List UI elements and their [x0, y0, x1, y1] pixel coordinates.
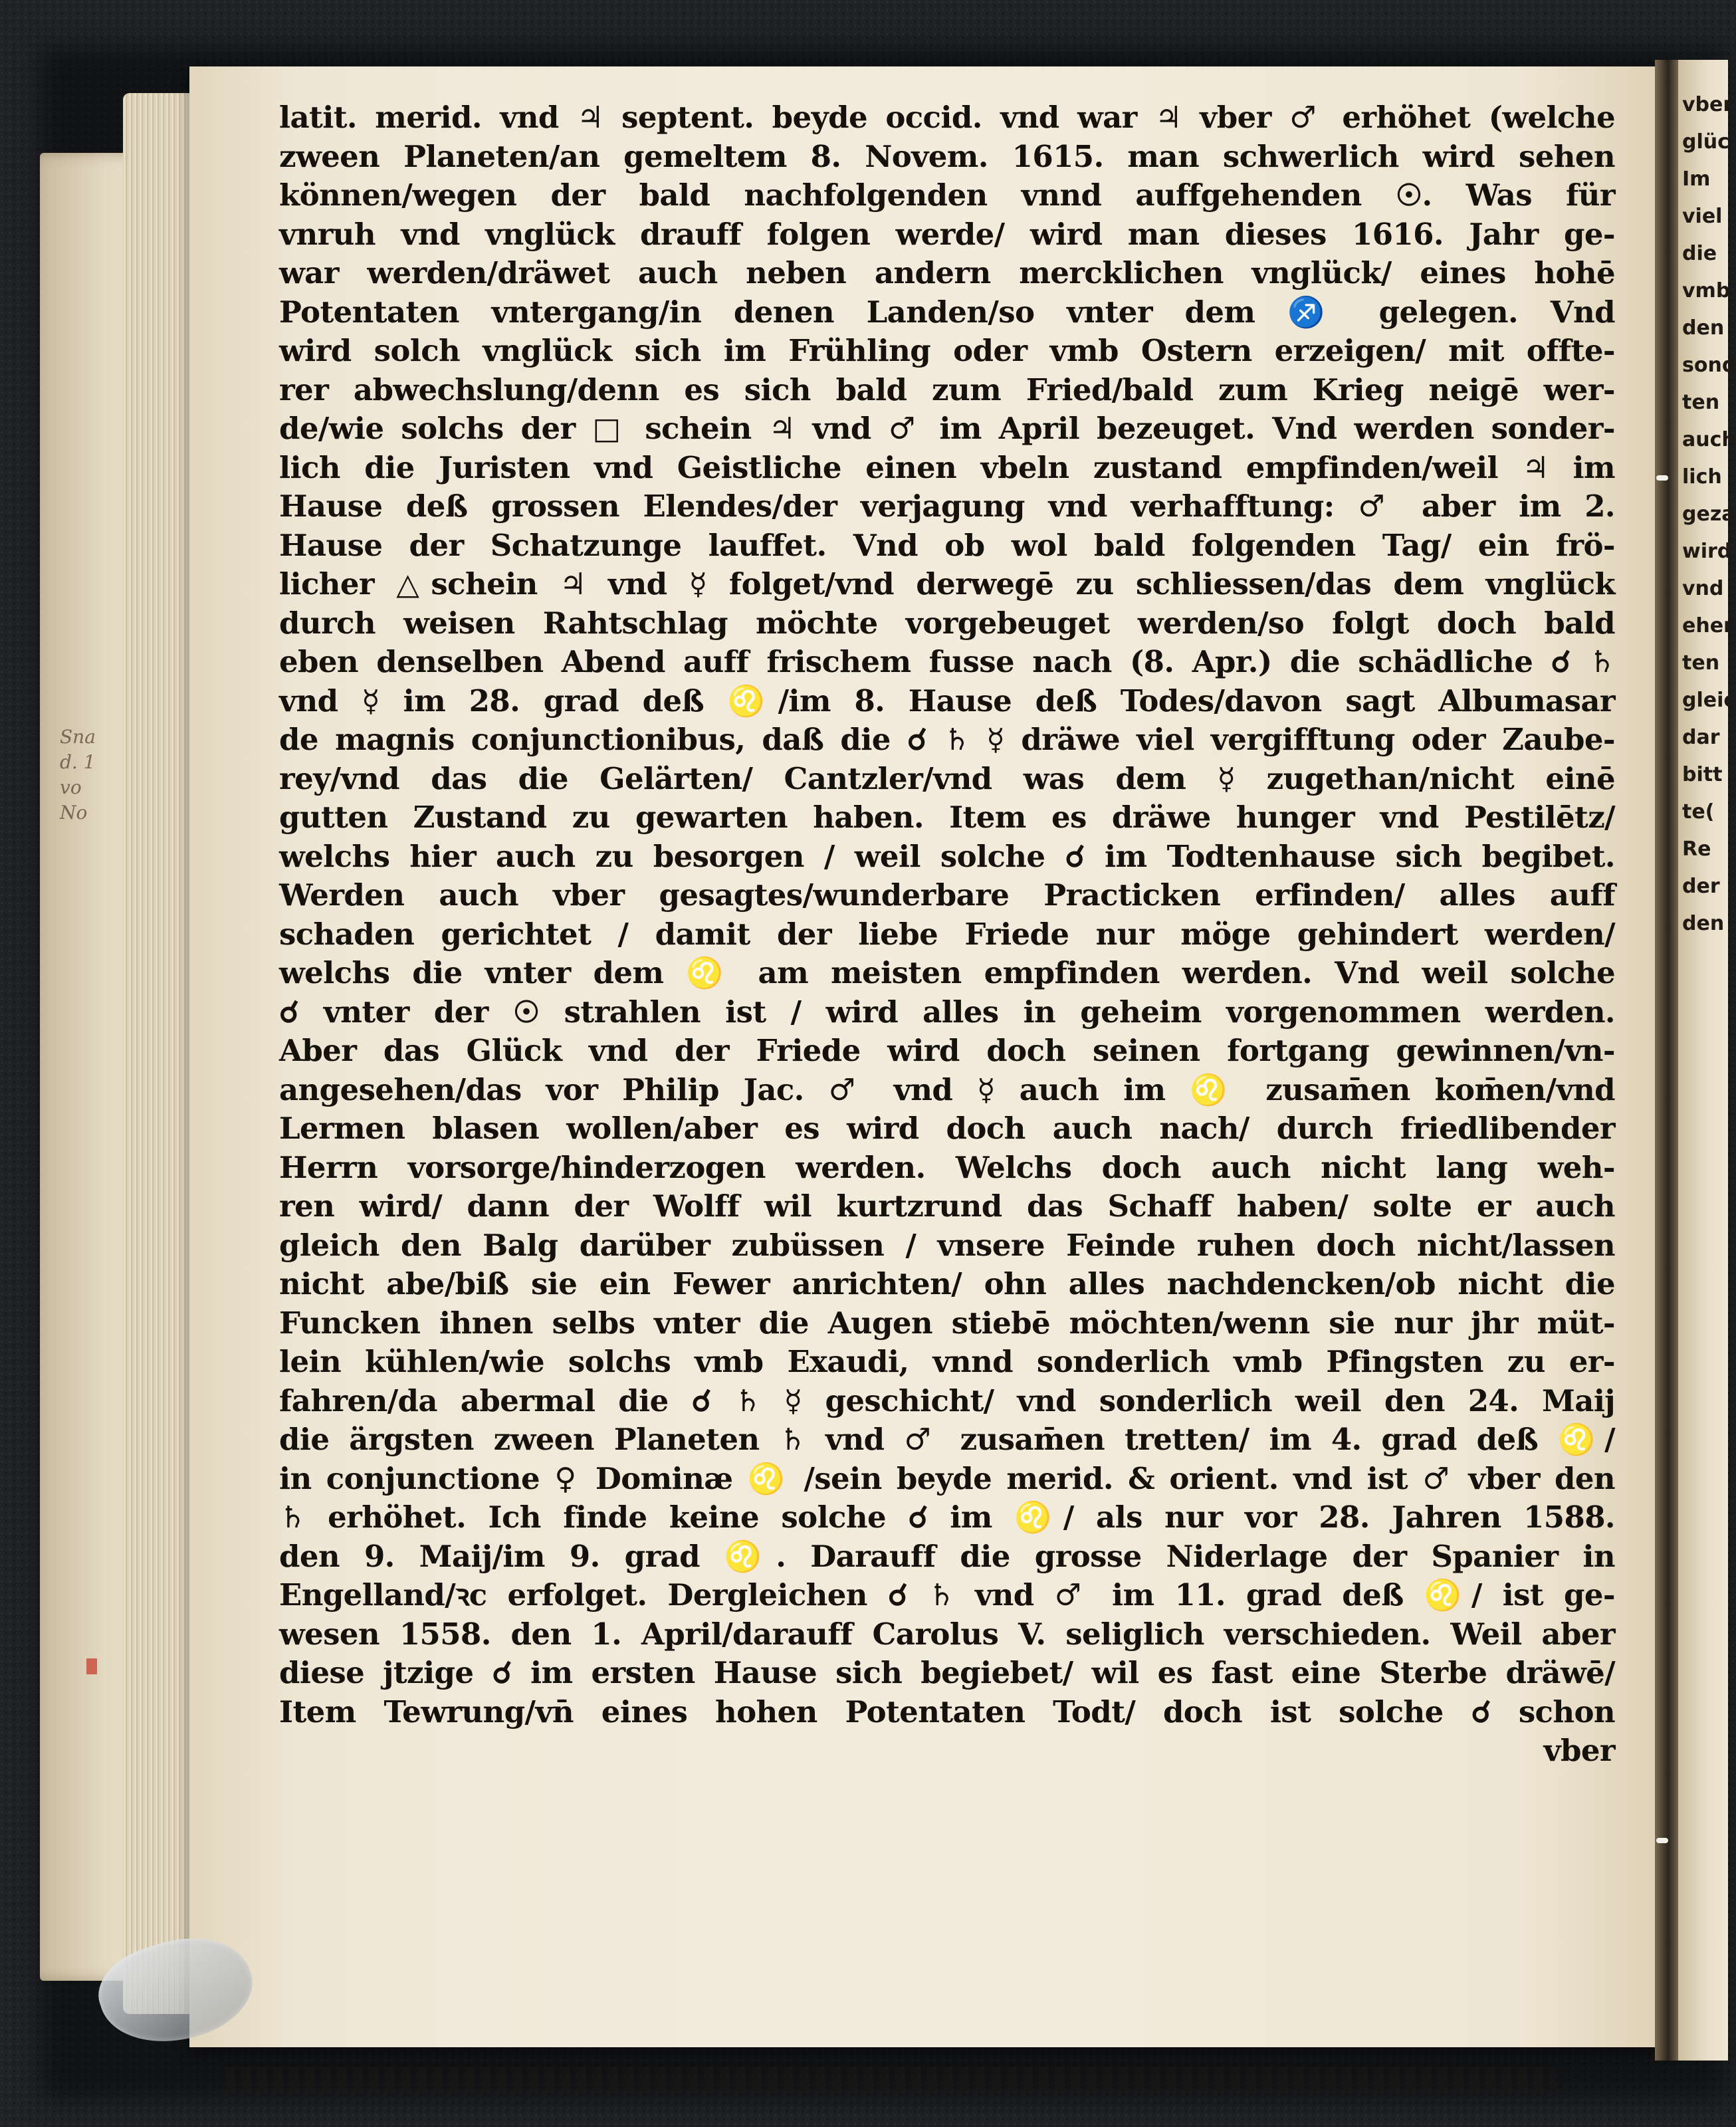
text-line: lein kühlen/wie solchs vmb Exaudi, vnnd sonderlich vmb Pfingsten zu er-: [279, 1344, 1615, 1379]
text-line: fahren/da abermal die ☌ ♄ ☿ geschicht/ vnd sonderlich weil den 24. Maij: [279, 1383, 1615, 1418]
right-page-fragment: Im: [1682, 168, 1711, 191]
catchword: vber: [1543, 1733, 1615, 1768]
text-line: de magnis conjunctionibus, daß die ☌ ♄ ☿ dräwe viel vergifftung oder Zaube-: [279, 722, 1615, 757]
text-line: nicht abe/biß sie ein Fewer anrichten/ ohn alles nachdencken/ob nicht die: [279, 1266, 1615, 1301]
text-line: Hause der Schatzunge lauffet. Vnd ob wol bald folgenden Tag/ ein frö-: [279, 527, 1615, 563]
text-line: angesehen/das vor Philip Jac. ♂ vnd ☿ auch im ♌ zusam̄en kom̄en/vnd: [279, 1071, 1615, 1107]
text-line: wird solch vnglück sich im Frühling oder vmb Ostern erzeigen/ mit offte-: [279, 333, 1615, 368]
text-line: rey/vnd das die Gelärten/ Cantzler/vnd was dem ☿ zugethan/nicht einē: [279, 760, 1615, 796]
text-line: den 9. Maij/im 9. grad ♌. Darauff die grosse Niderlage der Spanier in: [279, 1538, 1615, 1574]
text-line: Engelland/ꝛc erfolget. Dergleichen ☌ ♄ vnd ♂ im 11. grad deß ♌/ ist ge-: [279, 1577, 1615, 1613]
right-page-fragment: bitt: [1682, 763, 1723, 786]
right-page-fragment: vnd: [1682, 577, 1724, 600]
binding-thread: [1656, 475, 1668, 481]
right-page-fragment: den: [1682, 912, 1725, 935]
text-line: Funcken ihnen selbs vnter die Augen stiebē möchten/wenn sie nur jhr müt-: [279, 1305, 1615, 1341]
right-page-fragment: sond: [1682, 354, 1736, 377]
text-line: vnd ☿ im 28. grad deß ♌/im 8. Hause deß Todes/davon sagt Albumasar: [279, 683, 1615, 719]
text-line: gleich den Balg darüber zubüssen / vnsere Feinde ruhen doch nicht/lassen: [279, 1227, 1615, 1263]
text-line: de/wie solchs der □ schein ♃ vnd ♂ im April bezeuget. Vnd werden sonder-: [279, 411, 1615, 446]
text-line: ♄ erhöhet. Ich finde keine solche ☌ im ♌/ als nur vor 28. Jahren 1588.: [279, 1500, 1615, 1535]
right-page-fragment: auch: [1682, 428, 1736, 451]
right-page-fragment: ten: [1682, 391, 1720, 414]
right-page-fragment: dar: [1682, 726, 1720, 749]
text-line: diese jtzige ☌ im ersten Hause sich begiebet/ wil es fast eine Sterbe dräwē/: [279, 1655, 1615, 1690]
right-page-fragment: te(: [1682, 800, 1715, 824]
right-page-fragment: lich: [1682, 465, 1722, 489]
right-page-fragment: viel: [1682, 205, 1723, 228]
text-line: latit. merid. vnd ♃ septent. beyde occid. vnd war ♃ vber ♂ erhöhet (welche: [279, 100, 1615, 135]
text-line: ren wird/ dann der Wolff wil kurtzrund das Schaff haben/ solte er auch: [279, 1188, 1615, 1224]
text-line: können/wegen der bald nachfolgenden vnnd auffgehenden ☉. Was für: [279, 177, 1615, 213]
text-line: Potentaten vntergang/in denen Landen/so vnter dem ♐ gelegen. Vnd: [279, 294, 1615, 330]
right-page-fragment: die: [1682, 242, 1717, 265]
book-gutter: [1655, 60, 1682, 2061]
text-line: Lermen blasen wollen/aber es wird doch auch nach/ durch friedlibender: [279, 1111, 1615, 1146]
text-line: zween Planeten/an gemeltem 8. Novem. 1615. man schwerlich wird sehen: [279, 138, 1615, 174]
text-line: war werden/dräwet auch neben andern mercklichen vnglück/ eines hohē: [279, 255, 1615, 290]
text-line: die ärgsten zween Planeten ♄ vnd ♂ zusam̄en tretten/ im 4. grad deß ♌/: [279, 1422, 1615, 1457]
right-page-fragment: glüc: [1682, 130, 1729, 154]
text-line: wesen 1558. den 1. April/darauff Carolus V. seliglich verschieden. Weil aber: [279, 1616, 1615, 1652]
text-line: welchs hier auch zu besorgen / weil solche ☌ im Todtenhause sich begibet.: [279, 838, 1615, 874]
text-line: Hause deß grossen Elendes/der verjagung vnd verhafftung: ♂ aber im 2.: [279, 489, 1615, 524]
right-page-fragment: Re: [1682, 838, 1711, 861]
right-page-edge: [1678, 60, 1736, 2061]
text-line: Herrn vorsorge/hinderzogen werden. Welchs doch auch nicht lang weh-: [279, 1149, 1615, 1185]
right-page-fragment: vmb: [1682, 279, 1731, 302]
text-line: ☌ vnter der ☉ strahlen ist / wird alles in geheim vorgenommen werden.: [279, 994, 1615, 1030]
text-line: rer abwechslung/denn es sich bald zum Fried/bald zum Krieg neigē wer-: [279, 372, 1615, 407]
bottom-ornament-strip: [226, 2067, 1555, 2094]
text-line: eben denselben Abend auff frischem fusse nach (8. Apr.) die schädliche ☌ ♄: [279, 644, 1615, 679]
right-page-fragment: ten: [1682, 651, 1720, 675]
text-line: Item Tewrung/vn̄ eines hohen Potentaten Todt/ doch ist solche ☌ schon: [279, 1694, 1615, 1730]
right-page-fragment: vber: [1682, 93, 1733, 116]
page-body-text: [279, 98, 1615, 1771]
left-margin-handwriting: Sna d. 1 vo No: [60, 726, 96, 824]
right-page-fragment: eher: [1682, 614, 1733, 637]
text-line: vnruh vnd vnglück drauff folgen werde/ wird man dieses 1616. Jahr ge-: [279, 216, 1615, 252]
text-line: in conjunctione ♀ Dominæ ♌ /sein beyde merid. & orient. vnd ist ♂ vber den: [279, 1460, 1615, 1496]
right-page-fragment: den: [1682, 316, 1725, 340]
text-line: welchs die vnter dem ♌ am meisten empfinden werden. Vnd weil solche: [279, 955, 1615, 990]
right-page-fragment: geza: [1682, 503, 1735, 526]
text-line: Aber das Glück vnd der Friede wird doch seinen fortgang gewinnen/vn-: [279, 1033, 1615, 1068]
text-line: Werden auch vber gesagtes/wunderbare Practicken erfinden/ alles auff: [279, 877, 1615, 913]
text-line: gutten Zustand zu gewarten haben. Item es dräwe hunger vnd Pestilētz/: [279, 800, 1615, 835]
right-page-text-fragments: [1682, 86, 1736, 943]
text-line: licher △schein ♃ vnd ☿ folget/vnd derwegē zu schliessen/das dem vnglück: [279, 566, 1615, 602]
red-ink-mark: [86, 1658, 97, 1674]
text-line: lich die Juristen vnd Geistliche einen vbeln zustand empfinden/weil ♃ im: [279, 449, 1615, 485]
right-page-fragment: wird: [1682, 540, 1732, 563]
text-line: durch weisen Rahtschlag möchte vorgebeuget werden/so folgt doch bald: [279, 605, 1615, 641]
binding-thread: [1656, 1838, 1668, 1843]
right-page-fragment: gleic: [1682, 689, 1736, 712]
right-page-fragment: der: [1682, 875, 1720, 898]
text-line: schaden gerichtet / damit der liebe Friede nur möge gehindert werden/: [279, 916, 1615, 952]
